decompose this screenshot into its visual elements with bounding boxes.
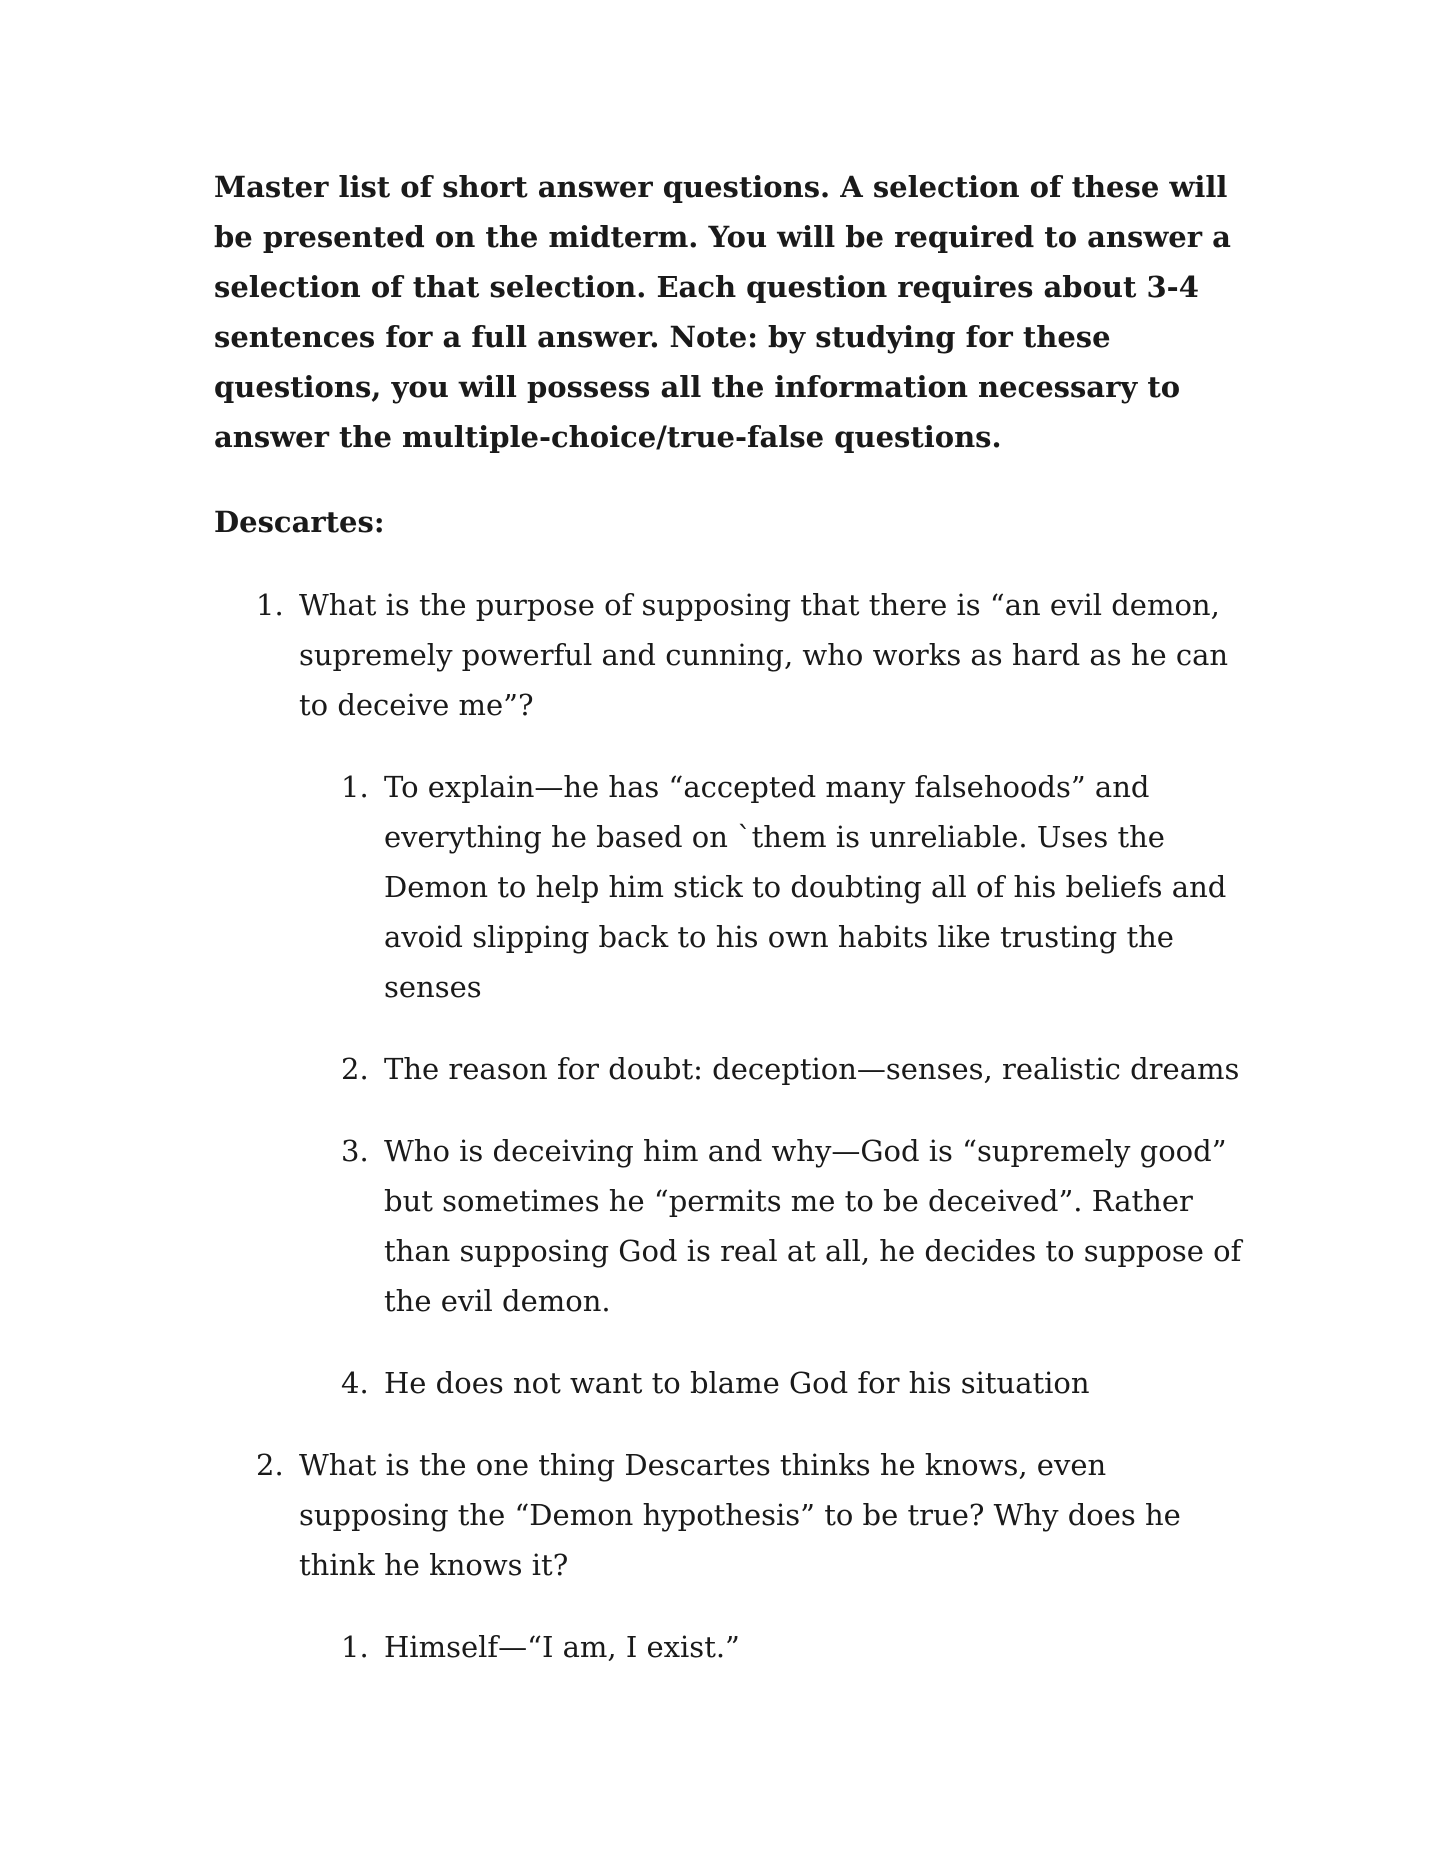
question-number: 1. bbox=[256, 588, 284, 622]
answer-number: 4. bbox=[341, 1366, 369, 1400]
answer-number: 2. bbox=[341, 1052, 369, 1086]
answer-number: 1. bbox=[341, 1630, 369, 1664]
section-heading: Descartes: bbox=[214, 505, 385, 539]
question-text: What is the purpose of supposing that there is “an evil demon, supremely powerful and cunning, who works as hard as he can to deceive me”? bbox=[299, 588, 1229, 722]
intro-paragraph: Master list of short answer questions. A selection of these will be presented on the midterm. You will be required to answer a selection of that selection. Each question requires about 3-4 sentences for a full answer. Note: by studying for these questions, you will possess all the information necessary to answer the multiple-choice/true-false questions. bbox=[214, 170, 1231, 454]
answer-number: 3. bbox=[341, 1134, 369, 1168]
answer-text: The reason for doubt: deception—senses, realistic dreams bbox=[384, 1052, 1240, 1086]
question-text: What is the one thing Descartes thinks he knows, even supposing the “Demon hypothesis” to be true? Why does he think he knows it? bbox=[299, 1448, 1181, 1582]
answer-text: To explain—he has “accepted many falsehoods” and everything he based on `them is unreliable. Uses the Demon to help him stick to doubting all of his beliefs and avoid slipping back to his own habits like trusting the senses bbox=[384, 770, 1227, 1004]
answer-text: Who is deceiving him and why—God is “supremely good” but sometimes he “permits me to be deceived”. Rather than supposing God is real at all, he decides to suppose of the evil demon. bbox=[384, 1134, 1242, 1318]
answer-number: 1. bbox=[341, 770, 369, 804]
answer-text: Himself—“I am, I exist.” bbox=[384, 1630, 740, 1664]
question-number: 2. bbox=[256, 1448, 284, 1482]
answer-text: He does not want to blame God for his situation bbox=[384, 1366, 1090, 1400]
